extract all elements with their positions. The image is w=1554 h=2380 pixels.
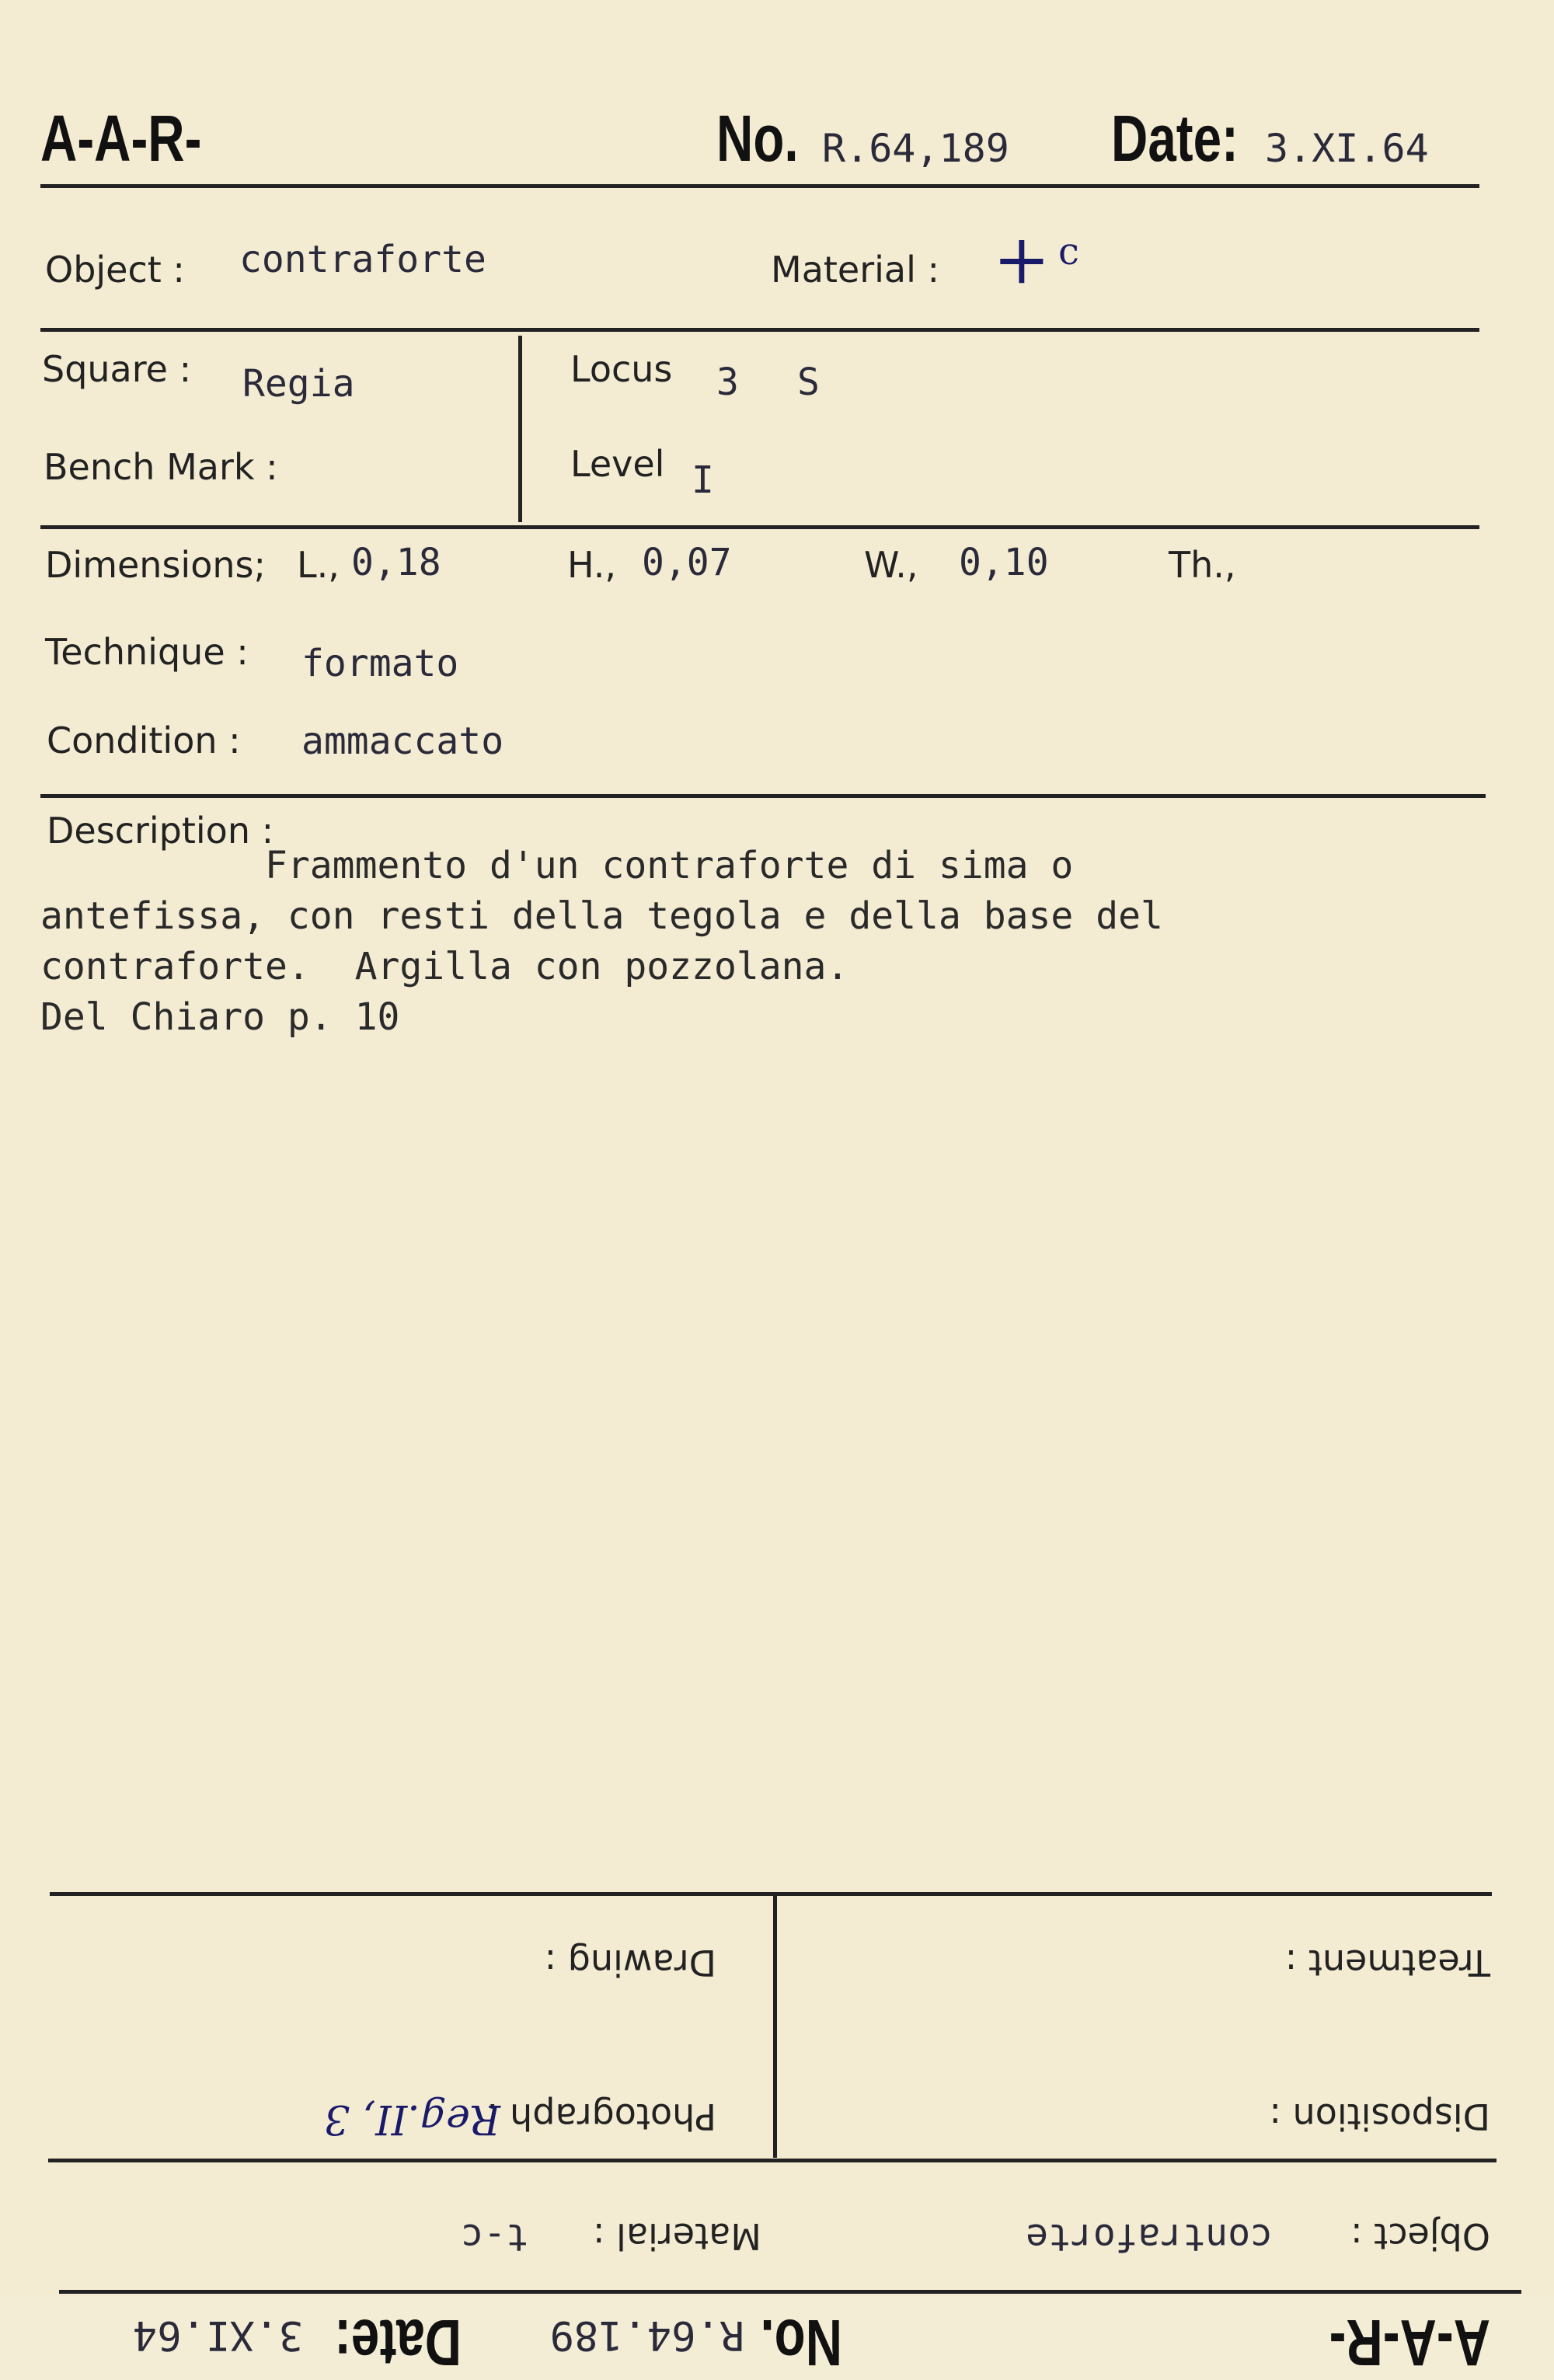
photograph-value: Reg.II, 3 bbox=[324, 2096, 500, 2142]
technique-label: Technique : bbox=[45, 631, 249, 673]
square-label: Square : bbox=[42, 348, 192, 390]
description-line: Del Chiaro p. 10 bbox=[40, 995, 400, 1039]
drawing-label: Drawing : bbox=[544, 1942, 716, 1984]
inverted-object-value: contraforte bbox=[1026, 2215, 1273, 2259]
archive-code: A-A-R- bbox=[40, 102, 202, 175]
object-label: Object : bbox=[45, 249, 185, 291]
inverted-date-label: Date: bbox=[334, 2306, 462, 2379]
object-rule bbox=[40, 328, 1479, 332]
length-label: L., bbox=[297, 544, 340, 586]
date-value: 3.XI.64 bbox=[1265, 126, 1429, 171]
inverted-bottom-rule bbox=[50, 1892, 1492, 1896]
description-line: Frammento d'un contraforte di sima o bbox=[40, 844, 1074, 887]
inverted-catalog-number: R.64.189 bbox=[549, 2312, 744, 2358]
header-rule bbox=[40, 184, 1479, 188]
length-value: 0,18 bbox=[351, 541, 441, 584]
locus-label: Locus bbox=[570, 348, 673, 390]
description-line: contraforte. Argilla con pozzolana. bbox=[40, 945, 849, 988]
description-text bbox=[40, 841, 1163, 1043]
technique-value: formato bbox=[301, 642, 459, 685]
height-label: H., bbox=[567, 544, 617, 586]
square-locus-divider bbox=[518, 336, 522, 522]
inverted-header-rule bbox=[59, 2290, 1521, 2294]
width-label: W., bbox=[864, 544, 918, 586]
inverted-divider bbox=[773, 1895, 777, 2158]
condition-label: Condition : bbox=[47, 720, 241, 761]
inverted-date-value: 3.XI.64 bbox=[132, 2312, 303, 2358]
number-label: No. bbox=[716, 102, 799, 175]
date-label: Date: bbox=[1111, 102, 1239, 175]
square-value: Regia bbox=[242, 362, 355, 406]
height-value: 0,07 bbox=[642, 541, 732, 584]
description-label: Description : bbox=[47, 810, 274, 852]
inverted-archive-code: A-A-R- bbox=[1329, 2306, 1490, 2379]
catalog-number: R.64,189 bbox=[822, 126, 1009, 171]
material-value-symbol: + bbox=[993, 219, 1051, 299]
treatment-label: Treatment : bbox=[1284, 1942, 1490, 1984]
disposition-label: Disposition : bbox=[1269, 2096, 1490, 2138]
inverted-material-value: t-c bbox=[461, 2215, 528, 2259]
location-rule bbox=[40, 525, 1479, 529]
level-label: Level bbox=[570, 443, 665, 485]
object-value: contraforte bbox=[239, 238, 486, 281]
width-value: 0,10 bbox=[959, 541, 1049, 584]
locus-value-number: 3 bbox=[716, 361, 739, 404]
material-value-letter: c bbox=[1058, 230, 1079, 274]
inverted-object-label: Object : bbox=[1350, 2215, 1490, 2257]
details-rule bbox=[40, 794, 1486, 798]
inverted-material-label: Material : bbox=[593, 2215, 761, 2257]
thickness-label: Th., bbox=[1169, 544, 1236, 586]
level-value: I bbox=[692, 458, 714, 502]
locus-value-letter: S bbox=[797, 361, 820, 404]
inverted-number-label: No. bbox=[760, 2306, 842, 2379]
bench-mark-label: Bench Mark : bbox=[44, 446, 278, 488]
description-line: antefissa, con resti della tegola e della base del bbox=[40, 894, 1163, 938]
material-label: Material : bbox=[771, 249, 939, 291]
inverted-bottom-section bbox=[0, 1671, 1554, 2379]
dimensions-label: Dimensions; bbox=[45, 544, 266, 586]
condition-value: ammaccato bbox=[301, 720, 504, 763]
inverted-object-rule bbox=[48, 2159, 1497, 2162]
photograph-label: Photograph : bbox=[486, 2096, 716, 2138]
